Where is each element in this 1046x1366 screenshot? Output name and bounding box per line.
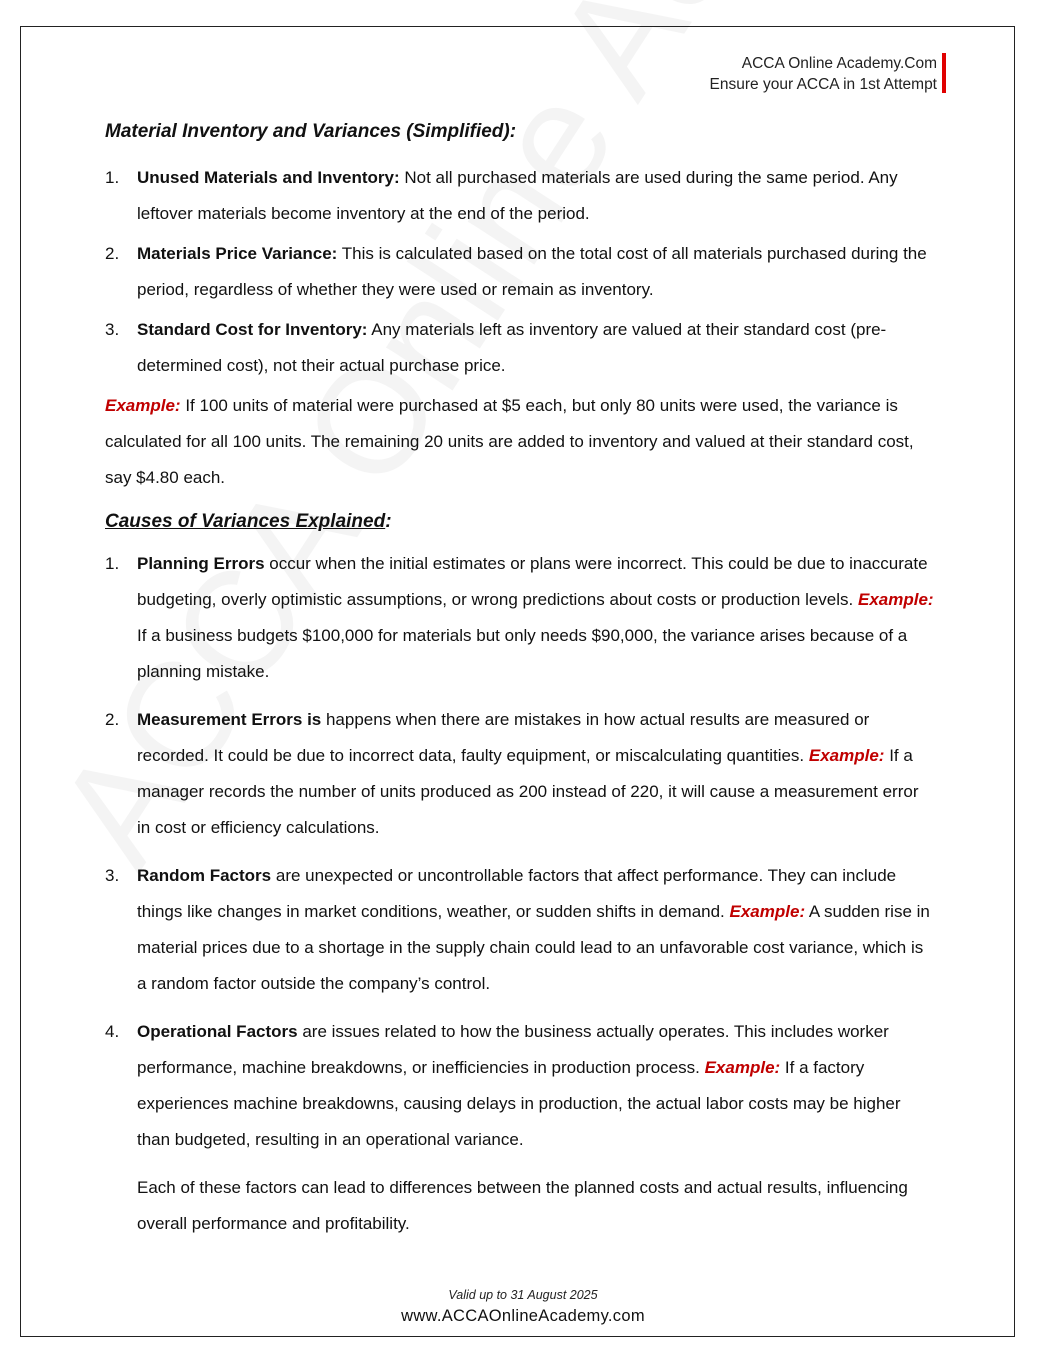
- list-item-number: 1.: [105, 168, 120, 187]
- header-line-1: ACCA Online Academy.Com: [741, 55, 937, 72]
- list-item-heading: Materials Price Variance:: [137, 244, 338, 263]
- list-item-text: happens when there are mistakes in how actual results are measured or recorded. It could be due to incorrect data, faulty equipment, or miscalculating quantities.: [137, 710, 870, 765]
- list-item: [105, 236, 935, 308]
- list-item-number: 2.: [105, 710, 120, 729]
- list-item-text: are issues related to how the business actually operates. This includes worker performance, machine breakdowns, or inefficiencies in production process.: [137, 1022, 889, 1077]
- section2-title-suffix: :: [385, 511, 392, 532]
- example-text: If a business budgets $100,000 for materials but only needs $90,000, the variance arises because of a planning mistake.: [137, 626, 908, 681]
- example-text: A sudden rise in material prices due to a shortage in the supply chain could lead to an unfavorable cost variance, which is a random factor outside the company’s control.: [137, 902, 930, 993]
- example-label: Example:: [704, 1058, 781, 1077]
- list-item-text: This is calculated based on the total cost of all materials purchased during the period, regardless of whether they were used or remain as inventory.: [137, 244, 927, 299]
- closing-paragraph: Each of these factors can lead to differences between the planned costs and actual results, influencing overall performance and profitability.: [137, 1178, 908, 1233]
- header-line-2: Ensure your ACCA in 1st Attempt: [709, 76, 937, 93]
- example-text: If 100 units of material were purchased at $5 each, but only 80 units were used, the variance is calculated for all 100 units. The remaining 20 units are added to inventory and valued at their standard cost, say $4.80 each.: [105, 396, 914, 487]
- header-accent-bar: [942, 53, 946, 93]
- list-item-heading: Standard Cost for Inventory:: [137, 320, 368, 339]
- section1-list: [105, 160, 935, 384]
- footer-website: www.ACCAOnlineAcademy.com: [401, 1307, 645, 1325]
- list-item-number: 1.: [105, 554, 120, 573]
- example-text: If a manager records the number of units produced as 200 instead of 220, it will cause a measurement error in cost or efficiency calculations.: [137, 746, 919, 837]
- list-item-heading: Unused Materials and Inventory:: [137, 168, 400, 187]
- list-item: [105, 546, 935, 690]
- list-item: [105, 1014, 935, 1158]
- list-item-number: 2.: [105, 244, 120, 263]
- list-item: [105, 702, 935, 846]
- list-item: [105, 160, 935, 232]
- list-item-heading: Planning Errors: [137, 554, 265, 573]
- list-item-text: are unexpected or uncontrollable factors that affect performance. They can include things like changes in market conditions, weather, or sudden shifts in demand.: [137, 866, 897, 921]
- page-header: [710, 53, 937, 95]
- list-item-heading: Random Factors: [137, 866, 272, 885]
- example-label: Example:: [729, 902, 806, 921]
- section2-title: [105, 510, 935, 534]
- example-text: If a factory experiences machine breakdowns, causing delays in production, the actual labor costs may be higher than budgeted, resulting in an operational variance.: [137, 1058, 901, 1149]
- section2-list: [105, 546, 935, 1158]
- example-label: Example:: [857, 590, 934, 609]
- list-item-number: 3.: [105, 866, 120, 885]
- footer-validity: Valid up to 31 August 2025: [448, 1288, 598, 1302]
- list-item: [105, 312, 935, 384]
- list-item-text: Any materials left as inventory are valued at their standard cost (pre-determined cost), not their actual purchase price.: [137, 320, 887, 375]
- list-item: [105, 858, 935, 1002]
- list-item-heading: Measurement Errors is: [137, 710, 322, 729]
- example-label: Example:: [808, 746, 885, 765]
- section1-title: Material Inventory and Variances (Simplified):: [105, 121, 517, 142]
- section2-title-text: Causes of Variances Explained: [105, 511, 386, 532]
- list-item-number: 4.: [105, 1022, 120, 1041]
- section1-example: [105, 388, 935, 496]
- main-content: [105, 120, 935, 1242]
- list-item-text: Not all purchased materials are used during the same period. Any leftover materials become inventory at the end of the period.: [137, 168, 898, 223]
- list-item-number: 3.: [105, 320, 120, 339]
- list-item-text: occur when the initial estimates or plans were incorrect. This could be due to inaccurate budgeting, overly optimistic assumptions, or wrong predictions about costs or production levels.: [137, 554, 928, 609]
- example-label: Example:: [105, 396, 181, 415]
- list-item-heading: Operational Factors: [137, 1022, 298, 1041]
